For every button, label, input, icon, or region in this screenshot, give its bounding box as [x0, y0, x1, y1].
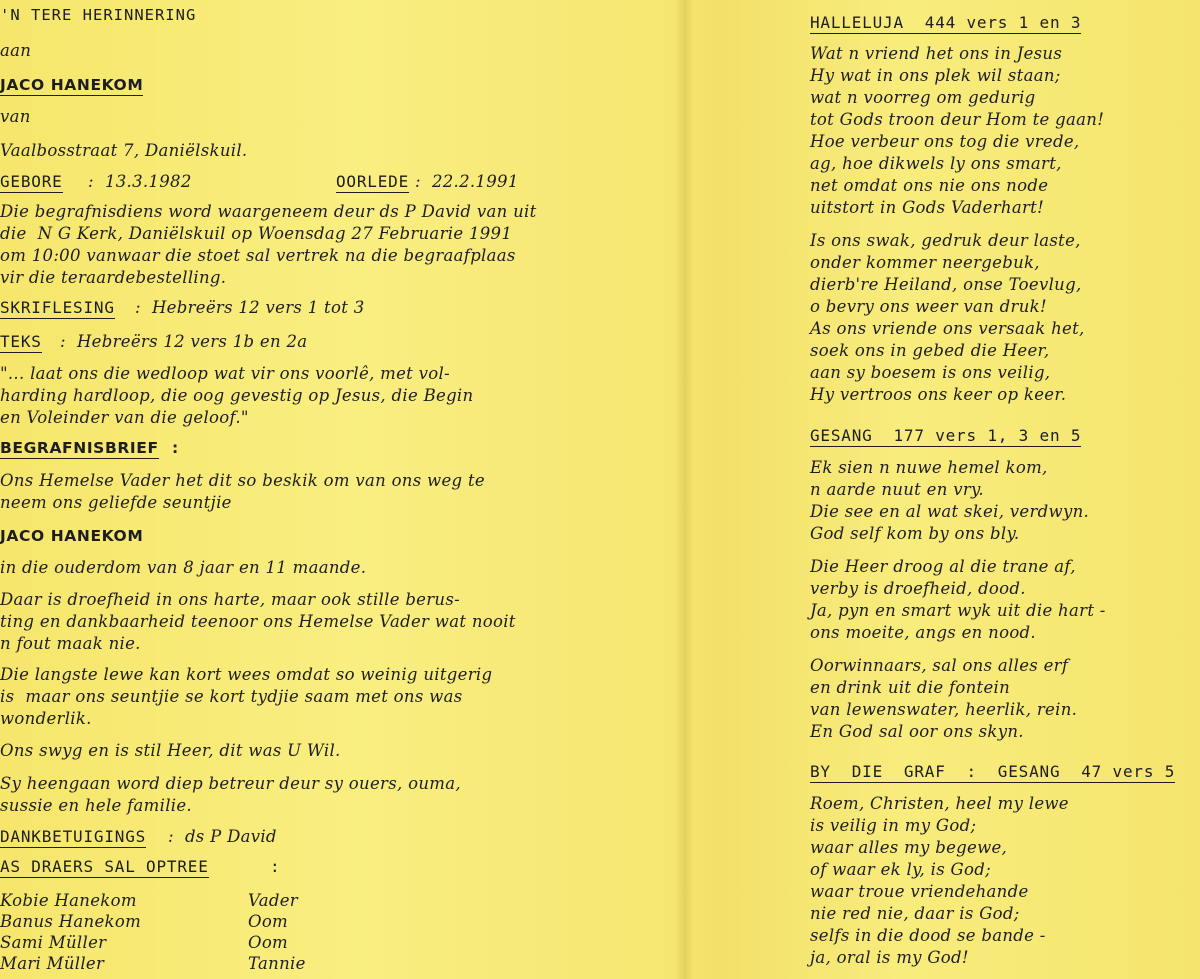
- gebore-value: : 13.3.1982: [88, 172, 192, 191]
- bearer-role: Vader: [248, 891, 298, 910]
- bearer-name: Banus Hanekom: [0, 912, 142, 931]
- skriflesing-label: SKRIFLESING: [0, 298, 115, 317]
- verse-line: o bevry ons weer van druk!: [810, 297, 1047, 316]
- verse-line: Hy wat in ons plek wil staan;: [810, 66, 1061, 85]
- intro-line: Die begrafnisdiens word waargeneem deur ds P David van uit: [0, 202, 537, 221]
- verse-line: Hoe verbeur ons tog die vrede,: [810, 132, 1080, 151]
- verse-line: is veilig in my God;: [810, 816, 977, 835]
- verse-line: waar alles my begewe,: [810, 838, 1008, 857]
- bearer-name: Mari Müller: [0, 954, 105, 973]
- verse-line: Ek sien n nuwe hemel kom,: [810, 458, 1048, 477]
- hymn-heading-gesang-177: GESANG 177 vers 1, 3 en 5: [810, 426, 1082, 445]
- skriflesing-value: : Hebreërs 12 vers 1 tot 3: [135, 298, 365, 317]
- para4-line: sussie en hele familie.: [0, 796, 192, 815]
- verse-line: Hy vertroos ons keer op keer.: [810, 385, 1067, 404]
- para2-line: wonderlik.: [0, 709, 92, 728]
- verse-line: n aarde nuut en vry.: [810, 480, 984, 499]
- verse-line: verby is droefheid, dood.: [810, 579, 1026, 598]
- para3-line: Ons swyg en is stil Heer, dit was U Wil.: [0, 741, 341, 760]
- verse-line: En God sal oor ons skyn.: [810, 722, 1024, 741]
- gebore-label: GEBORE: [0, 172, 63, 191]
- verse-line: uitstort in Gods Vaderhart!: [810, 198, 1045, 217]
- hymn-heading-halleluja: HALLELUJA 444 vers 1 en 3: [810, 13, 1082, 32]
- para4-line: Sy heengaan word diep betreur deur sy ouers, ouma,: [0, 774, 461, 793]
- begrafnisbrief-label: BEGRAFNISBRIEF: [0, 439, 159, 457]
- verse-line: aan sy boesem is ons veilig,: [810, 363, 1051, 382]
- dankbetuigings-value: : ds P David: [168, 827, 277, 846]
- aan-text: aan: [0, 41, 32, 60]
- verse-line: ag, hoe dikwels ly ons smart,: [810, 154, 1062, 173]
- verse-line: ja, oral is my God!: [810, 948, 969, 967]
- para1-line: n fout maak nie.: [0, 634, 141, 653]
- verse-line: net omdat ons nie ons node: [810, 176, 1049, 195]
- paper-fold: [676, 0, 694, 979]
- verse-line: tot Gods troon deur Hom te gaan!: [810, 110, 1105, 129]
- oorlede-label: OORLEDE: [336, 172, 410, 191]
- para1-line: ting en dankbaarheid teenoor ons Hemelse Vader wat nooit: [0, 612, 516, 631]
- verse-line: Roem, Christen, heel my lewe: [810, 794, 1069, 813]
- verse-line: en drink uit die fontein: [810, 678, 1011, 697]
- verse-line: Oorwinnaars, sal ons alles erf: [810, 656, 1069, 675]
- age-line: in die ouderdom van 8 jaar en 11 maande.: [0, 558, 367, 577]
- intro-line: om 10:00 vanwaar die stoet sal vertrek na die begraafplaas: [0, 246, 516, 265]
- verse-line: soek ons in gebed die Heer,: [810, 341, 1050, 360]
- brief-name: JACO HANEKOM: [0, 527, 144, 545]
- verse-line: dierb're Heiland, onse Toevlug,: [810, 275, 1082, 294]
- draers-colon: :: [270, 857, 281, 876]
- quote-line: en Voleinder van die geloof.": [0, 408, 249, 427]
- dankbetuigings-label: DANKBETUIGINGS: [0, 827, 147, 846]
- verse-line: onder kommer neergebuk,: [810, 253, 1040, 272]
- verse-line: nie red nie, daar is God;: [810, 904, 1020, 923]
- address: Vaalbosstraat 7, Daniëlskuil.: [0, 141, 248, 160]
- verse-line: Ja, pyn en smart wyk uit die hart -: [810, 601, 1106, 620]
- quote-line: harding hardloop, die oog gevestig op Jesus, die Begin: [0, 386, 474, 405]
- begrafnisbrief-colon: :: [172, 439, 179, 457]
- verse-line: selfs in die dood se bande -: [810, 926, 1046, 945]
- teks-label: TEKS: [0, 332, 42, 351]
- verse-line: wat n voorreg om gedurig: [810, 88, 1036, 107]
- para2-line: is maar ons seuntjie se kort tydjie saam met ons was: [0, 687, 463, 706]
- memorial-title: 'N TERE HERINNERING: [0, 6, 197, 24]
- verse-line: Is ons swak, gedruk deur laste,: [810, 231, 1081, 250]
- bearer-name: Sami Müller: [0, 933, 107, 952]
- para2-line: Die langste lewe kan kort wees omdat so weinig uitgerig: [0, 665, 493, 684]
- bearer-role: Oom: [248, 933, 289, 952]
- verse-line: van lewenswater, heerlik, rein.: [810, 700, 1078, 719]
- oorlede-value: : 22.2.1991: [415, 172, 519, 191]
- deceased-name: JACO HANEKOM: [0, 76, 144, 94]
- brief-intro-line: neem ons geliefde seuntjie: [0, 493, 232, 512]
- intro-line: vir die teraardebestelling.: [0, 268, 227, 287]
- bearer-role: Oom: [248, 912, 289, 931]
- verse-line: As ons vriende ons versaak het,: [810, 319, 1085, 338]
- verse-line: ons moeite, angs en nood.: [810, 623, 1036, 642]
- teks-value: : Hebreërs 12 vers 1b en 2a: [60, 332, 308, 351]
- draers-label: AS DRAERS SAL OPTREE: [0, 857, 209, 876]
- intro-line: die N G Kerk, Daniëlskuil op Woensdag 27 Februarie 1991: [0, 224, 513, 243]
- verse-line: Die Heer droog al die trane af,: [810, 557, 1076, 576]
- verse-line: God self kom by ons bly.: [810, 524, 1020, 543]
- para1-line: Daar is droefheid in ons harte, maar ook stille berus-: [0, 590, 460, 609]
- bearer-role: Tannie: [248, 954, 306, 973]
- verse-line: Wat n vriend het ons in Jesus: [810, 44, 1063, 63]
- van-text: van: [0, 107, 31, 126]
- bearer-name: Kobie Hanekom: [0, 891, 137, 910]
- hymn-heading-by-die-graf: BY DIE GRAF : GESANG 47 vers 5: [810, 762, 1176, 781]
- brief-intro-line: Ons Hemelse Vader het dit so beskik om van ons weg te: [0, 471, 485, 490]
- verse-line: of waar ek ly, is God;: [810, 860, 991, 879]
- verse-line: waar troue vriendehande: [810, 882, 1029, 901]
- verse-line: Die see en al wat skei, verdwyn.: [810, 502, 1090, 521]
- quote-line: "... laat ons die wedloop wat vir ons voorlê, met vol-: [0, 364, 450, 383]
